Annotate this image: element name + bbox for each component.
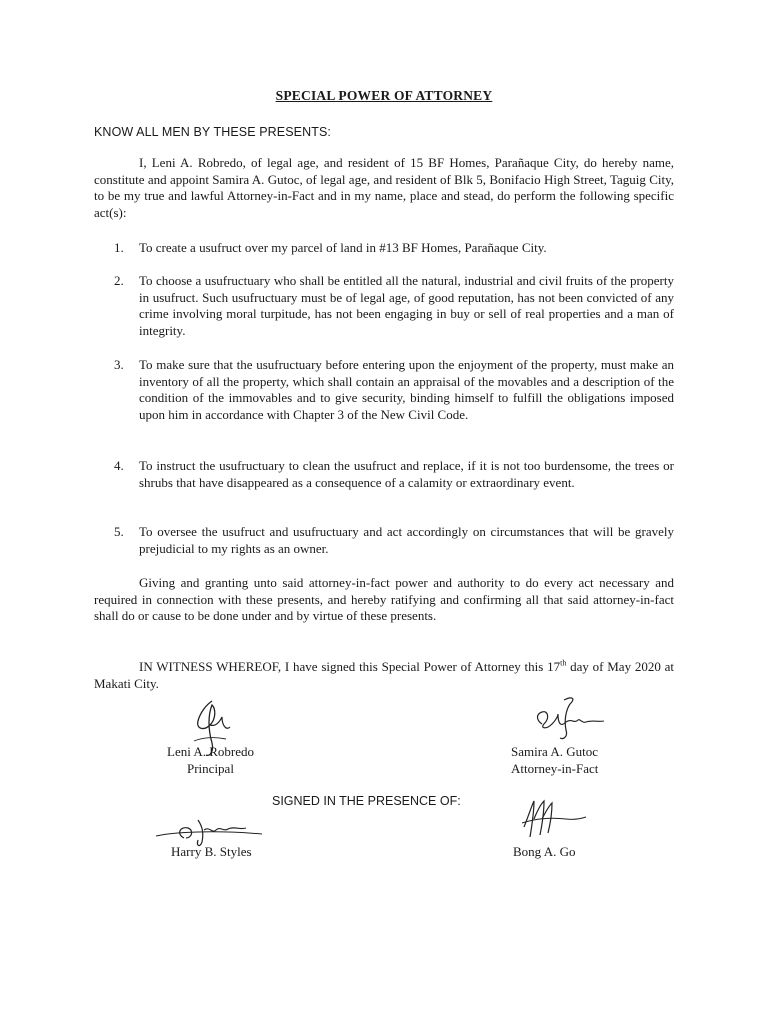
act-number: 3. [114,357,124,372]
attorney-signature-mark [528,694,608,744]
attorney-name: Samira A. Gutoc [511,744,599,759]
act-text: To make sure that the usufructuary before entering upon the enjoyment of the property, must make an inventory of all the property, which shall contain an appraisal of the movables and a description of the condition of the immovables and to give security, binding himself to fulfill the obligations imposed upon him in accordance with Chapter 3 of the New Civil Code. [139,357,674,422]
act-item [94,524,674,557]
attorney-role: Attorney-in-Fact [511,761,599,776]
act-number: 4. [114,458,124,473]
witness-two-signature-mark [516,797,588,843]
witness-text-start: IN WITNESS WHEREOF, I have signed this Special Power of Attorney this 17 [139,659,561,674]
act-item [94,273,674,339]
act-number: 1. [114,240,124,255]
act-number: 2. [114,273,124,288]
act-item [94,357,674,423]
act-item [94,458,674,491]
opening-line: KNOW ALL MEN BY THESE PRESENTS: [94,125,331,139]
witnesses-heading: SIGNED IN THE PRESENCE OF: [272,794,461,808]
act-text: To oversee the usufruct and usufructuary and act accordingly on circumstances that will be gravely prejudicial to my rights as an owner. [139,524,674,556]
act-item [94,240,674,257]
principal-role: Principal [187,761,234,776]
witness-whereof-paragraph [94,659,674,692]
act-text: To create a usufruct over my parcel of land in #13 BF Homes, Parañaque City. [139,240,547,255]
witness-two-signature [516,797,588,843]
intro-paragraph: I, Leni A. Robredo, of legal age, and resident of 15 BF Homes, Parañaque City, do hereby name, constitute and appoint Samira A. Gutoc, of legal age, and resident of Blk 5, Bonifacio High Street, Taguig City, to be my true and lawful Attorney-in-Fact and in my name, place and stead, do perform the following specific act(s): [94,155,674,220]
witness-one-name: Harry B. Styles [171,844,252,859]
act-number: 5. [114,524,124,539]
witness-text-end: day of May 2020 at Makati City. [94,659,675,691]
act-text: To choose a usufructuary who shall be entitled all the natural, industrial and civil fruits of the property in usufruct. Such usufructuary must be of legal age, of good reputation, has not been convicted of any crime involving moral turpitude, has not been engaging in buy or sell of real properties and a man of integrity. [139,273,674,338]
granting-paragraph: Giving and granting unto said attorney-in-fact power and authority to do every act necessary and required in connection with these presents, and hereby ratifying and confirming all that said attorney-in-fact shall do or cause to be done under and by virtue of these presents. [94,575,674,623]
attorney-signature [528,694,608,744]
document-title: SPECIAL POWER OF ATTORNEY [275,88,493,103]
act-text: To instruct the usufructuary to clean the usufruct and replace, if it is not too burdensome, the trees or shrubs that have disappeared as a consequence of a calamity or extraordinary event. [139,458,674,490]
witness-two-name: Bong A. Go [513,844,576,859]
principal-name: Leni A. Robredo [167,744,255,759]
ordinal-suffix: th [560,658,567,668]
